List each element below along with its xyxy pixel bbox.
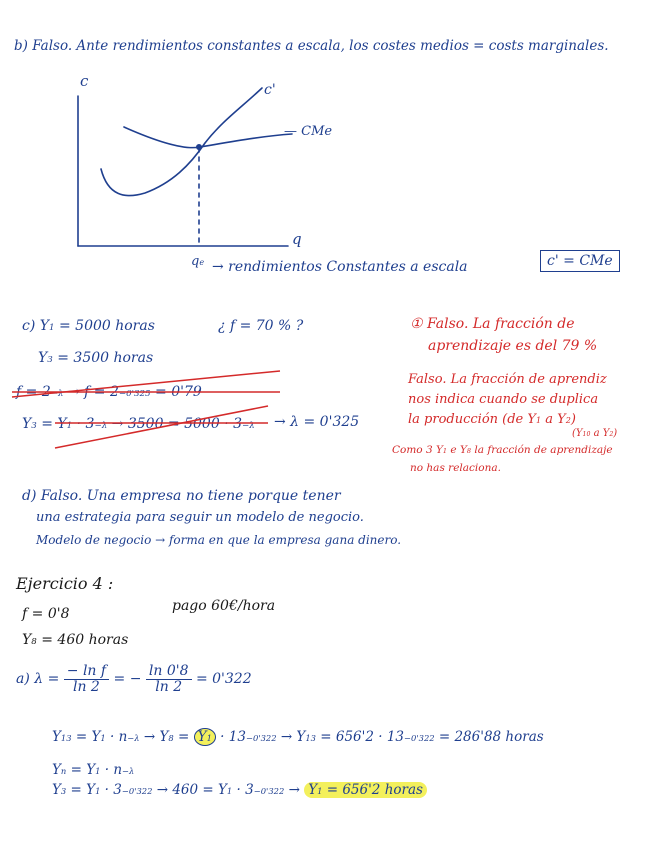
exercise-4-y8: $Y_8 = 460$ horas <box>22 632 129 648</box>
part-d-line1: d) Falso. Una empresa no tiene porque tener <box>22 488 341 504</box>
rendimientos-note: → rendimientos Constantes a escala <box>212 259 468 275</box>
red-correction-line1: Falso. La fracción de aprendiz <box>408 372 607 387</box>
part-c-question: ¿ f = 70 % ? <box>218 318 304 334</box>
axis-q-label: q <box>292 230 302 248</box>
qe-label: $q^e$ <box>191 254 205 269</box>
part-d-line2: una estrategia para seguir un modelo de negocio. <box>36 510 364 525</box>
highlighted-result: $Y_1 = 656'2$ horas <box>304 782 427 798</box>
red-small-note2: no has relaciona. <box>410 462 501 474</box>
red-note-line1: ① Falso. La fracción de <box>410 316 575 332</box>
red-correction-line3: la producción (de $Y_1$ a $Y_2$) <box>408 412 576 427</box>
circled-y1: $Y_1$ <box>194 728 216 746</box>
mc-curve-label: c' <box>264 82 276 98</box>
struck-f-line: $f = 2^{-\lambda} \to f = 2^{-0'325} = 0'79$ <box>16 384 202 400</box>
learning-equation-3: $Y_3 = Y_1 \cdot 3^{-0'322} \to 460 = Y_1 \cdot 3^{-0'322} \to Y_1 = 656'2$ horas <box>52 782 427 798</box>
exercise-4-title: Ejercicio 4 : <box>16 574 114 593</box>
axis-c-label: c <box>80 72 89 90</box>
red-note-line2: aprendizaje es del 79 % <box>428 338 598 354</box>
lambda-formula: a) λ = $\frac{\text{− ln f}}{\ln 2}$ = − $\frac{\ln 0'8}{\ln 2}$ = 0'322 <box>16 663 252 695</box>
exercise-4-f: f = 0'8 <box>22 606 70 622</box>
red-correction-line2: nos indica cuando se duplica <box>408 392 599 407</box>
part-b-statement: b) Falso. Ante rendimientos constantes a escala, los costes medios = costs marginales. <box>14 38 609 54</box>
red-small-note1: Como 3 $Y_1$ e $Y_8$ la fracción de aprendizaje <box>392 444 613 456</box>
exercise-4-pay: pago 60€/hora <box>172 598 276 614</box>
red-correction-line4: ($Y_{10}$ a $Y_2$) <box>572 428 618 439</box>
struck-y3-line: $Y_3 = Y_1 \cdot 3^{-\lambda} \to 3500 = 5000 \cdot 3^{-\lambda}$ <box>22 416 255 432</box>
ac-curve-label: — CMe <box>284 124 333 139</box>
boxed-equation: c' = CMe <box>540 250 620 272</box>
part-c-y1: c) $Y_1 = 5000$ horas <box>22 318 155 334</box>
part-c-y3: $Y_3 = 3500$ horas <box>38 350 154 366</box>
learning-equation-2: $Y_n = Y_1 \cdot n^{-\lambda}$ <box>52 762 135 778</box>
learning-equation-1: $Y_{13} = Y_1 \cdot n^{-\lambda} \to Y_8 = Y_1 \cdot 13^{-0'322} \to Y_{13} = 656'2 \cdot 13^{-0'322} = 286'88$ horas <box>52 729 544 745</box>
part-d-line3: Modelo de negocio → forma en que la empresa gana dinero. <box>36 533 402 547</box>
lambda-result: → λ = 0'325 <box>274 414 360 430</box>
